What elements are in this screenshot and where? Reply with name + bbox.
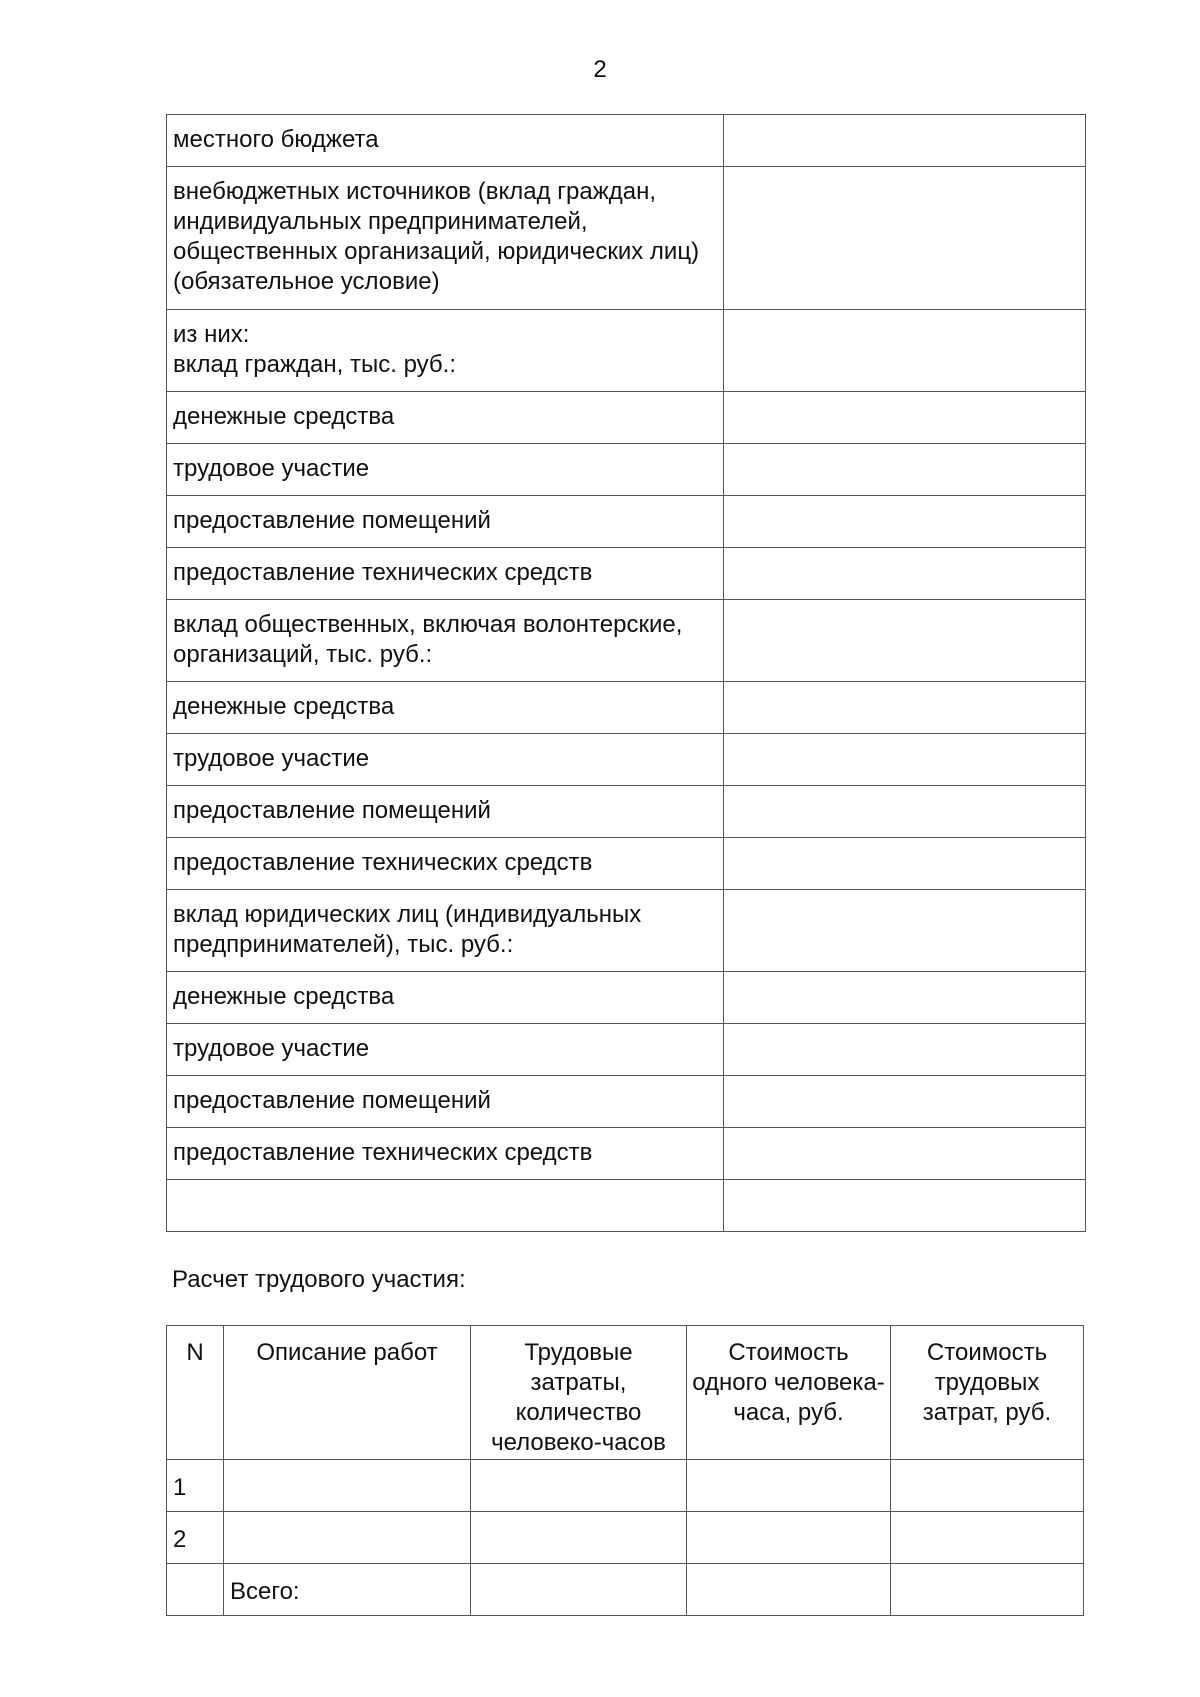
table-row [167,115,1086,167]
cell-description[interactable] [224,1512,471,1564]
column-header-number: N [167,1326,224,1460]
table-row [167,600,1086,682]
funding-label: внебюджетных источников (вклад граждан, индивидуальных предпринимателей, общественных организаций, юридических лиц) (обязательное условие) [167,167,724,310]
funding-value[interactable] [724,890,1086,972]
cell-total-cost[interactable] [891,1564,1084,1616]
funding-value[interactable] [724,496,1086,548]
labor-section-title: Расчет трудового участия: [172,1266,466,1293]
funding-label: денежные средства [167,682,724,734]
funding-label: трудовое участие [167,1024,724,1076]
table-row [167,838,1086,890]
table-row [167,1076,1086,1128]
table-row [167,444,1086,496]
funding-label: местного бюджета [167,115,724,167]
cell-hour-cost[interactable] [687,1564,891,1616]
labor-calculation-table [166,1325,1084,1616]
table-row [167,972,1086,1024]
funding-sources-table [166,114,1086,1232]
cell-total-cost[interactable] [891,1460,1084,1512]
table-row-total [167,1564,1084,1616]
funding-value[interactable] [724,734,1086,786]
column-header-description: Описание работ [224,1326,471,1460]
funding-label: денежные средства [167,972,724,1024]
funding-value[interactable] [724,786,1086,838]
table-row [167,167,1086,310]
funding-label: предоставление помещений [167,1076,724,1128]
funding-value[interactable] [724,1180,1086,1232]
funding-label: вклад общественных, включая волонтерские, организаций, тыс. руб.: [167,600,724,682]
funding-value[interactable] [724,310,1086,392]
funding-label: вклад юридических лиц (индивидуальных предпринимателей), тыс. руб.: [167,890,724,972]
cell-hour-cost[interactable] [687,1512,891,1564]
total-label: Всего: [224,1564,471,1616]
funding-value[interactable] [724,1128,1086,1180]
table-row [167,1128,1086,1180]
funding-label: трудовое участие [167,734,724,786]
table-row [167,392,1086,444]
funding-label: денежные средства [167,392,724,444]
funding-label: предоставление технических средств [167,548,724,600]
funding-value[interactable] [724,1024,1086,1076]
table-row [167,496,1086,548]
table-header-row [167,1326,1084,1460]
funding-value[interactable] [724,548,1086,600]
table-row [167,890,1086,972]
table-row [167,786,1086,838]
funding-value[interactable] [724,682,1086,734]
cell-description[interactable] [224,1460,471,1512]
column-header-hour-cost: Стоимость одного человека-часа, руб. [687,1326,891,1460]
funding-label: из них: вклад граждан, тыс. руб.: [167,310,724,392]
table-row [167,1512,1084,1564]
funding-label: предоставление помещений [167,496,724,548]
row-number: 1 [167,1460,224,1512]
funding-value[interactable] [724,392,1086,444]
funding-label: предоставление технических средств [167,838,724,890]
column-header-labor-hours: Трудовые затраты, количество человеко-часов [471,1326,687,1460]
cell-total-cost[interactable] [891,1512,1084,1564]
table-row [167,1180,1086,1232]
row-number [167,1564,224,1616]
table-row [167,1024,1086,1076]
funding-label: предоставление технических средств [167,1128,724,1180]
page-number: 2 [593,56,607,83]
funding-label: трудовое участие [167,444,724,496]
table-row [167,548,1086,600]
funding-value[interactable] [724,972,1086,1024]
column-header-total-cost: Стоимость трудовых затрат, руб. [891,1326,1084,1460]
row-number: 2 [167,1512,224,1564]
table-row [167,734,1086,786]
funding-label: предоставление помещений [167,786,724,838]
funding-value[interactable] [724,1076,1086,1128]
cell-labor-hours[interactable] [471,1512,687,1564]
funding-label[interactable] [167,1180,724,1232]
cell-hour-cost[interactable] [687,1460,891,1512]
funding-value[interactable] [724,167,1086,310]
table-row [167,682,1086,734]
funding-value[interactable] [724,838,1086,890]
cell-labor-hours[interactable] [471,1460,687,1512]
table-row [167,310,1086,392]
funding-value[interactable] [724,444,1086,496]
cell-labor-hours[interactable] [471,1564,687,1616]
funding-value[interactable] [724,115,1086,167]
table-row [167,1460,1084,1512]
funding-value[interactable] [724,600,1086,682]
